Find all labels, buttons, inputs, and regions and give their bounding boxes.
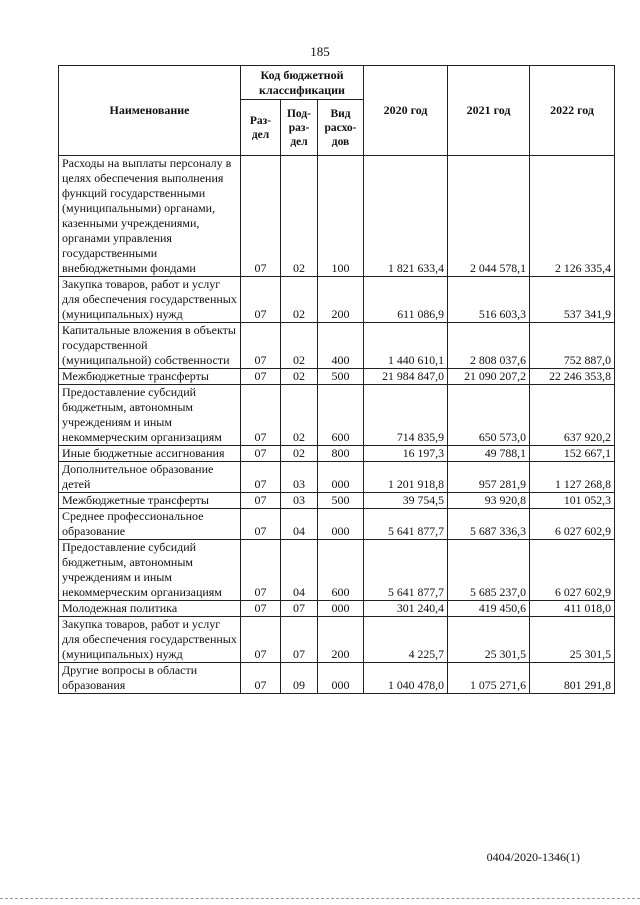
- table-row: [59, 663, 615, 694]
- row-2021: 419 450,6: [448, 601, 530, 617]
- row-type: 000: [318, 601, 364, 617]
- row-2021: 5 687 336,3: [448, 509, 530, 540]
- row-name: Среднее профессиональное образование: [59, 509, 241, 540]
- table-row: [59, 601, 615, 617]
- row-name: Молодежная политика: [59, 601, 241, 617]
- row-2022: 101 052,3: [530, 493, 615, 509]
- header-section: Раз- дел: [241, 100, 281, 156]
- header-2020: 2020 год: [364, 66, 448, 156]
- row-section: 07: [241, 540, 281, 601]
- row-2022: 25 301,5: [530, 617, 615, 663]
- table-row: [59, 446, 615, 462]
- row-subsection: 07: [281, 601, 318, 617]
- page-number: 185: [310, 44, 330, 59]
- row-2020: 714 835,9: [364, 385, 448, 446]
- row-subsection: 02: [281, 156, 318, 277]
- table-row: [59, 493, 615, 509]
- row-2020: 1 440 610,1: [364, 323, 448, 369]
- row-2022: 801 291,8: [530, 663, 615, 694]
- row-name: Дополнительное образование детей: [59, 462, 241, 493]
- row-2021: 2 808 037,6: [448, 323, 530, 369]
- row-2022: 637 920,2: [530, 385, 615, 446]
- row-section: 07: [241, 277, 281, 323]
- row-name: Закупка товаров, работ и услуг для обеспечения государственных (муниципальных) нужд: [59, 277, 241, 323]
- row-2020: 1 821 633,4: [364, 156, 448, 277]
- row-2020: 21 984 847,0: [364, 369, 448, 385]
- row-2020: 5 641 877,7: [364, 540, 448, 601]
- row-type: 100: [318, 156, 364, 277]
- row-type: 400: [318, 323, 364, 369]
- row-subsection: 02: [281, 385, 318, 446]
- row-subsection: 04: [281, 509, 318, 540]
- row-subsection: 07: [281, 617, 318, 663]
- row-2020: 5 641 877,7: [364, 509, 448, 540]
- row-section: 07: [241, 509, 281, 540]
- budget-table: [58, 65, 615, 694]
- row-type: 200: [318, 277, 364, 323]
- row-2022: 6 027 602,9: [530, 509, 615, 540]
- document-id: 0404/2020-1346(1): [486, 850, 580, 864]
- header-2022: 2022 год: [530, 66, 615, 156]
- row-2021: 93 920,8: [448, 493, 530, 509]
- row-name: Предоставление субсидий бюджетным, автономным учреждениям и иным некоммерческим организациям: [59, 540, 241, 601]
- row-2022: 1 127 268,8: [530, 462, 615, 493]
- header-name: Наименование: [59, 66, 241, 156]
- row-name: Капитальные вложения в объекты государственной (муниципальной) собственности: [59, 323, 241, 369]
- row-type: 800: [318, 446, 364, 462]
- row-type: 600: [318, 540, 364, 601]
- row-2021: 516 603,3: [448, 277, 530, 323]
- row-2021: 957 281,9: [448, 462, 530, 493]
- row-subsection: 02: [281, 277, 318, 323]
- row-subsection: 04: [281, 540, 318, 601]
- row-2021: 25 301,5: [448, 617, 530, 663]
- row-section: 07: [241, 385, 281, 446]
- row-2022: 6 027 602,9: [530, 540, 615, 601]
- row-subsection: 03: [281, 493, 318, 509]
- row-section: 07: [241, 493, 281, 509]
- row-section: 07: [241, 369, 281, 385]
- row-type: 500: [318, 493, 364, 509]
- row-section: 07: [241, 156, 281, 277]
- row-type: 200: [318, 617, 364, 663]
- row-2022: 2 126 335,4: [530, 156, 615, 277]
- row-2022: 537 341,9: [530, 277, 615, 323]
- row-section: 07: [241, 601, 281, 617]
- row-section: 07: [241, 462, 281, 493]
- row-type: 000: [318, 462, 364, 493]
- row-2020: 39 754,5: [364, 493, 448, 509]
- header-subsection: Под- раз- дел: [281, 100, 318, 156]
- row-subsection: 09: [281, 663, 318, 694]
- row-subsection: 02: [281, 369, 318, 385]
- row-type: 000: [318, 509, 364, 540]
- row-2021: 49 788,1: [448, 446, 530, 462]
- row-name: Закупка товаров, работ и услуг для обеспечения государственных (муниципальных) нужд: [59, 617, 241, 663]
- row-2021: 21 090 207,2: [448, 369, 530, 385]
- row-subsection: 02: [281, 446, 318, 462]
- row-name: Расходы на выплаты персоналу в целях обеспечения выполнения функций государственными (муниципальными) органами, казенными учреждениями, органами управления государственными внебюджетными фондами: [59, 156, 241, 277]
- table-row: [59, 385, 615, 446]
- header-2021: 2021 год: [448, 66, 530, 156]
- row-section: 07: [241, 617, 281, 663]
- row-2020: 1 201 918,8: [364, 462, 448, 493]
- row-section: 07: [241, 323, 281, 369]
- table-row: [59, 462, 615, 493]
- header-code-group: Код бюджетной классификации: [241, 66, 364, 100]
- row-2022: 411 018,0: [530, 601, 615, 617]
- table-row: [59, 277, 615, 323]
- row-name: Межбюджетные трансферты: [59, 369, 241, 385]
- row-2020: 611 086,9: [364, 277, 448, 323]
- row-2020: 4 225,7: [364, 617, 448, 663]
- table-row: [59, 540, 615, 601]
- row-subsection: 03: [281, 462, 318, 493]
- table-row: [59, 156, 615, 277]
- scan-edge-divider: [0, 898, 640, 899]
- row-type: 000: [318, 663, 364, 694]
- row-name: Межбюджетные трансферты: [59, 493, 241, 509]
- row-2021: 2 044 578,1: [448, 156, 530, 277]
- row-2022: 752 887,0: [530, 323, 615, 369]
- row-2021: 650 573,0: [448, 385, 530, 446]
- row-subsection: 02: [281, 323, 318, 369]
- row-type: 600: [318, 385, 364, 446]
- row-name: Иные бюджетные ассигнования: [59, 446, 241, 462]
- row-type: 500: [318, 369, 364, 385]
- row-2022: 152 667,1: [530, 446, 615, 462]
- header-expense-type: Вид расхо- дов: [318, 100, 364, 156]
- row-section: 07: [241, 663, 281, 694]
- row-2020: 301 240,4: [364, 601, 448, 617]
- table-row: [59, 509, 615, 540]
- row-2020: 1 040 478,0: [364, 663, 448, 694]
- row-2022: 22 246 353,8: [530, 369, 615, 385]
- table-row: [59, 617, 615, 663]
- row-2020: 16 197,3: [364, 446, 448, 462]
- table-row: [59, 369, 615, 385]
- row-2021: 5 685 237,0: [448, 540, 530, 601]
- row-section: 07: [241, 446, 281, 462]
- row-name: Предоставление субсидий бюджетным, автономным учреждениям и иным некоммерческим организациям: [59, 385, 241, 446]
- row-2021: 1 075 271,6: [448, 663, 530, 694]
- row-name: Другие вопросы в области образования: [59, 663, 241, 694]
- table-row: [59, 323, 615, 369]
